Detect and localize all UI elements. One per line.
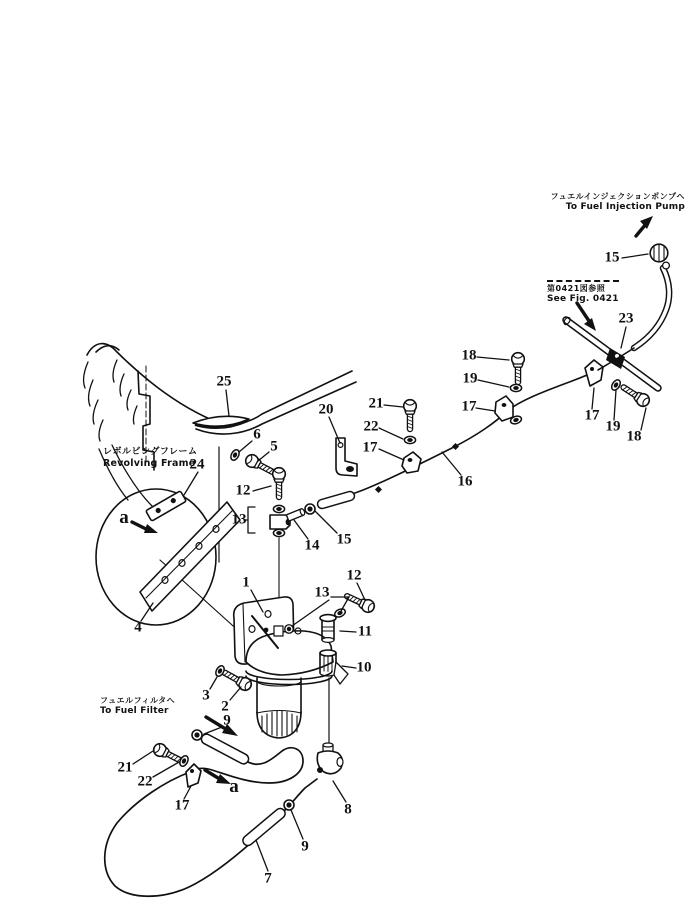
part-callout-14: 14 — [304, 537, 320, 554]
fuel-line-16-art — [316, 370, 598, 510]
revolving-frame-art — [84, 344, 356, 643]
leader-lines — [133, 254, 648, 871]
clamp-17-bottom-art — [186, 764, 201, 787]
part-callout-15: 15 — [604, 249, 620, 266]
part-callout-9: 9 — [301, 838, 309, 855]
part-callout-5: 5 — [270, 438, 278, 455]
part-callout-10: 10 — [356, 659, 372, 676]
part-callout-12: 12 — [346, 567, 362, 584]
part-callout-20: 20 — [318, 401, 334, 418]
part-callout-15: 15 — [336, 531, 352, 548]
part-callout-7: 7 — [264, 870, 272, 887]
part-callout-17: 17 — [584, 407, 600, 424]
part-callout-16: 16 — [457, 473, 473, 490]
part-callout-11: 11 — [357, 623, 373, 640]
part-callout-3: 3 — [202, 687, 210, 704]
part-callout-21: 21 — [117, 759, 133, 776]
part-callout-19: 19 — [605, 418, 621, 435]
to-fuel-injection-pump-en: To Fuel Injection Pump — [565, 202, 685, 212]
revolving-frame-en: Revolving Frame — [103, 458, 196, 469]
see-fig-jp: 第0421図参照 — [547, 280, 619, 294]
part-callout-25: 25 — [216, 373, 232, 390]
see-fig-en: See Fig. 0421 — [547, 294, 619, 304]
part-callout-8: 8 — [344, 801, 352, 818]
part-callout-18: 18 — [461, 347, 477, 364]
fitting-14-art — [286, 508, 305, 521]
direction-arrows-art — [132, 216, 653, 784]
part-callout-13: 13 — [314, 584, 330, 601]
clamp-17-right-art — [585, 360, 603, 386]
part-callout-19: 19 — [462, 370, 478, 387]
part-callout-22: 22 — [137, 773, 153, 790]
part-callout-23: 23 — [618, 310, 634, 327]
part-callout-21: 21 — [368, 395, 384, 412]
hose-7-art — [105, 732, 317, 896]
part-callout-9: 9 — [223, 712, 231, 729]
view-marker-a: a — [229, 776, 239, 797]
bracket-20-art — [336, 438, 357, 476]
part-callout-6: 6 — [253, 426, 261, 443]
part-callout-24: 24 — [189, 456, 205, 473]
part-callout-12: 12 — [235, 482, 251, 499]
to-fuel-filter-jp: フュエルフィルタへ — [100, 696, 176, 705]
part-callout-4: 4 — [134, 619, 142, 636]
part-callout-18: 18 — [626, 428, 642, 445]
clamp-17-middle-art — [402, 452, 421, 473]
to-fuel-injection-pump-jp: フュエルインジェクションポンプへ — [550, 192, 685, 201]
mount-plate-art — [140, 491, 240, 611]
fuel-filter-art — [234, 597, 333, 738]
elbow-8-art — [317, 743, 343, 774]
revolving-frame-jp: レボルビングフレーム — [103, 447, 198, 457]
view-marker-a: a — [119, 507, 129, 528]
part-callout-17: 17 — [362, 439, 378, 456]
part-callout-17: 17 — [461, 398, 477, 415]
part-callout-2: 2 — [221, 698, 229, 715]
part-callout-13: 13 — [231, 511, 247, 528]
fitting-10-art — [320, 650, 348, 684]
part-callout-1: 1 — [242, 574, 250, 591]
to-fuel-filter-en: To Fuel Filter — [100, 706, 169, 716]
clamp-17-left-art — [495, 396, 513, 421]
part-callout-22: 22 — [363, 418, 379, 435]
part-callout-17: 17 — [174, 797, 190, 814]
fitting-11-art — [320, 615, 336, 643]
